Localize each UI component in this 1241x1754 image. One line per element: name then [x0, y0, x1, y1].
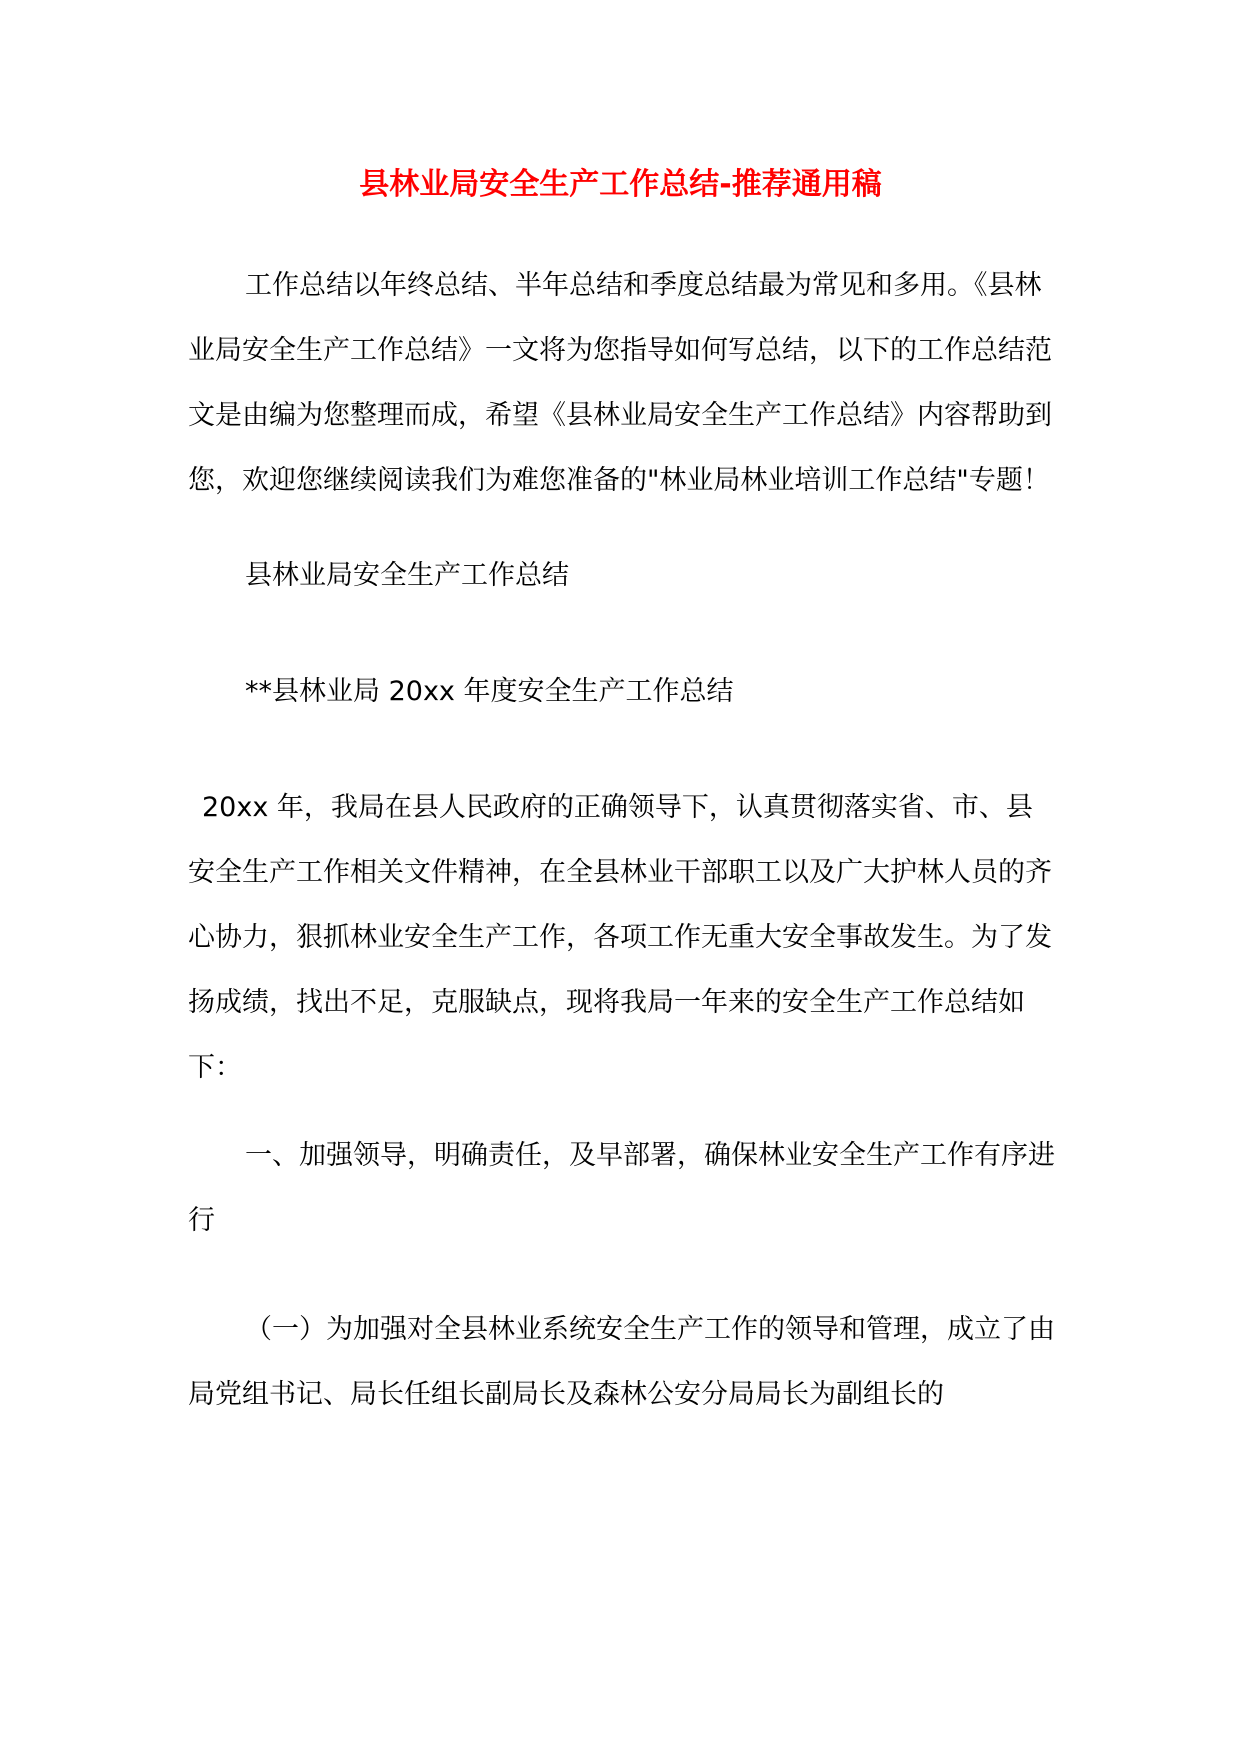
- subtitle-block: [188, 543, 1058, 608]
- report-title: **县林业局 20xx 年度安全生产工作总结: [245, 676, 734, 707]
- paragraph-1-block: [188, 775, 1058, 1100]
- document-title: 县林业局安全生产工作总结-推荐通用稿: [359, 167, 882, 202]
- intro-block: [188, 253, 1058, 513]
- section-1-heading-block: [188, 1123, 1058, 1253]
- document-subtitle: 县林业局安全生产工作总结: [245, 560, 569, 591]
- section-1-heading: 一、加强领导，明确责任，及早部署，确保林业安全生产工作有序进行: [188, 1140, 1055, 1236]
- report-title-block: [188, 659, 1058, 724]
- section-1-para-1-block: [188, 1297, 1058, 1427]
- section-1-paragraph-1: （一）为加强对全县林业系统安全生产工作的领导和管理，成立了由局党组书记、局长任组长副局长及森林公安分局局长为副组长的: [188, 1314, 1055, 1410]
- intro-paragraph: 工作总结以年终总结、半年总结和季度总结最为常见和多用。《县林业局安全生产工作总结》一文将为您指导如何写总结，以下的工作总结范文是由编为您整理而成，希望《县林业局安全生产工作总结》内容帮助到您，欢迎您继续阅读我们为难您准备的"林业局林业培训工作总结"专题！: [188, 270, 1052, 496]
- paragraph-1: 20xx 年，我局在县人民政府的正确领导下，认真贯彻落实省、市、县安全生产工作相关文件精神，在全县林业干部职工以及广大护林人员的齐心协力，狠抓林业安全生产工作，各项工作无重大安全事故发生。为了发扬成绩，找出不足，克服缺点，现将我局一年来的安全生产工作总结如下：: [188, 792, 1052, 1083]
